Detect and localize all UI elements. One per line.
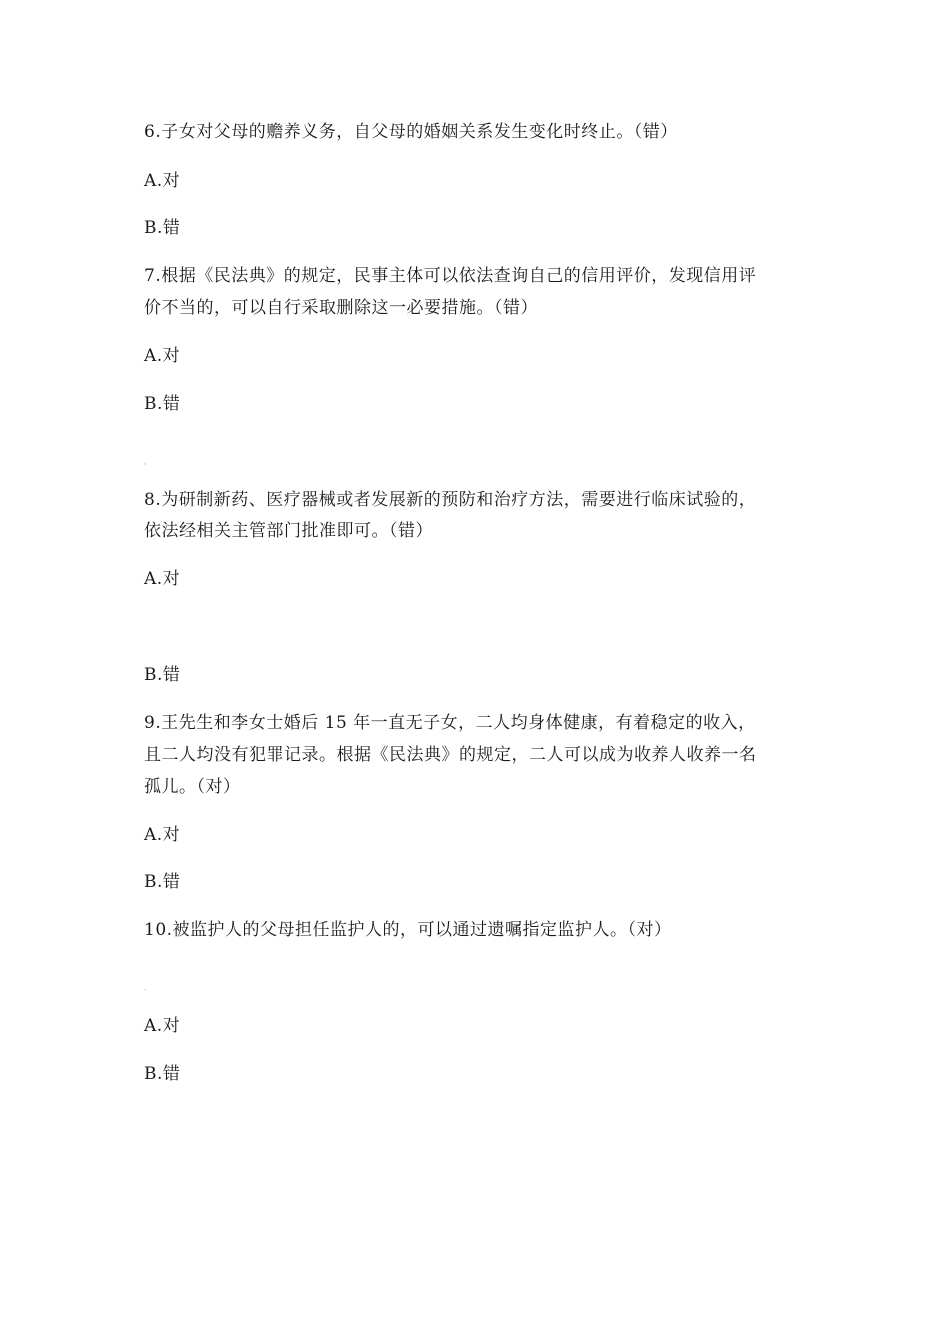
question-8-option-a: A.对 xyxy=(144,569,181,589)
question-9-option-b: B.错 xyxy=(144,872,181,892)
question-7-text-line-1: 7.根据《民法典》的规定，民事主体可以依法查询自己的信用评价，发现信用评 xyxy=(144,266,757,286)
stray-mark-1: ‹ xyxy=(144,460,147,468)
question-6-text: 6.子女对父母的赡养义务，自父母的婚姻关系发生变化时终止。（错） xyxy=(144,122,678,142)
question-9-text-line-2: 且二人均没有犯罪记录。根据《民法典》的规定，二人可以成为收养人收养一名 xyxy=(144,745,757,765)
question-8-text-line-1: 8.为研制新药、医疗器械或者发展新的预防和治疗方法，需要进行临床试验的， xyxy=(144,490,757,510)
question-10-option-b: B.错 xyxy=(144,1064,181,1084)
question-7-text-line-2: 价不当的，可以自行采取删除这一必要措施。（错） xyxy=(144,298,538,318)
question-8-text-line-2: 依法经相关主管部门批准即可。（错） xyxy=(144,521,433,541)
question-9-option-a: A.对 xyxy=(144,825,181,845)
question-10-option-a: A.对 xyxy=(144,1016,181,1036)
question-6-option-b: B.错 xyxy=(144,218,181,238)
question-10-text: 10.被监护人的父母担任监护人的，可以通过遗嘱指定监护人。（对） xyxy=(144,920,672,940)
question-9-text-line-3: 孤儿。（对） xyxy=(144,777,241,797)
stray-mark-2: . xyxy=(144,984,147,992)
question-6-option-a: A.对 xyxy=(144,171,181,191)
question-7-option-b: B.错 xyxy=(144,394,181,414)
question-9-text-line-1: 9.王先生和李女士婚后 15 年一直无子女，二人均身体健康，有着稳定的收入， xyxy=(144,713,756,733)
question-7-option-a: A.对 xyxy=(144,346,181,366)
question-8-option-b: B.错 xyxy=(144,665,181,685)
